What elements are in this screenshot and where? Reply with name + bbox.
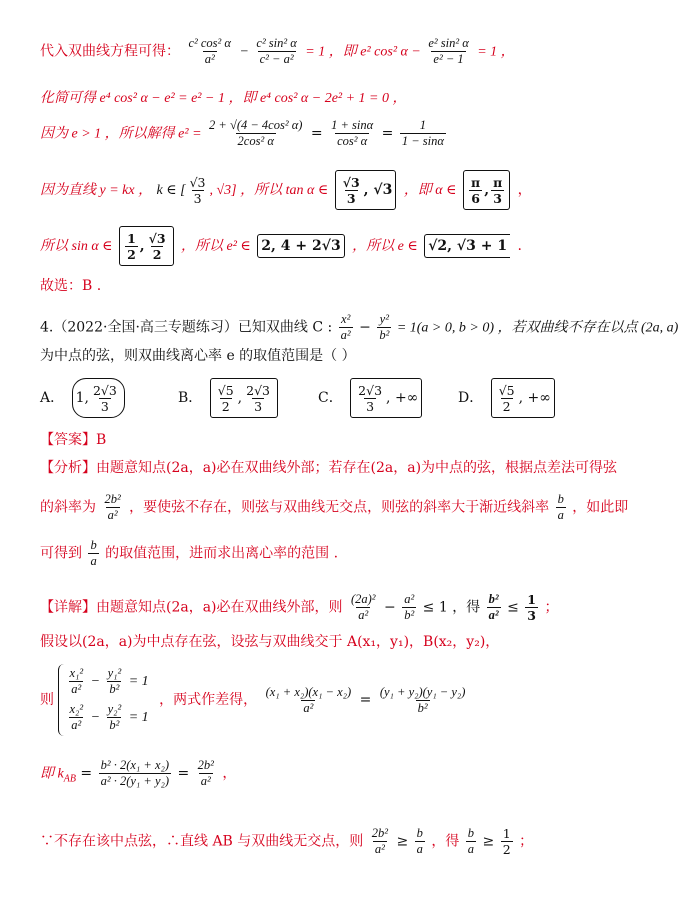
fraction: $\frac{2√3}{3}$	[246, 382, 270, 414]
text: 代入双曲线方程可得：	[40, 43, 180, 60]
fraction: $\frac{√3}{2}$	[148, 230, 166, 262]
text: 的取值范围，进而求出离心率的范围 .	[100, 545, 339, 562]
question-number: 4.	[40, 319, 54, 336]
answer-tag: 【答案】	[40, 432, 96, 448]
fraction: $\frac{\text{(x₁ + x₂)(x₁ − x₂)}}{\text{a²}}$	[265, 684, 352, 715]
text: ，如此即	[567, 499, 629, 516]
fraction: $\frac{\text{(2a)²}}{\text{a²}}$	[350, 592, 376, 622]
fraction: $\frac{\text{x₁²}}{\text{a²}}$	[69, 666, 84, 697]
fraction: $\frac{\pi}{6}$	[471, 174, 481, 206]
fraction: $\frac{\text{2 + √(4 − 4cos² α)}}{\text{2cos² α}}$	[209, 118, 303, 148]
text: 为中点的弦，则双曲线离心率 e 的取值范围是（ ）	[40, 348, 356, 364]
answer-line	[40, 430, 624, 450]
fraction: $\frac{\text{b²}}{\text{a²}}$	[488, 592, 499, 622]
text: 即 k	[40, 766, 64, 782]
fraction: $\frac{b}{a}$	[90, 538, 97, 568]
operator: =	[355, 692, 376, 708]
interval: $\frac{√5}{2}$ , $\frac{2√3}{3}$	[210, 378, 278, 418]
fraction: $\frac{2√3}{3}$	[358, 382, 383, 414]
analysis-line-1	[40, 458, 624, 478]
text: k ∈ [	[156, 183, 186, 198]
detail-system	[40, 664, 624, 736]
text: 由题意知点(2a，a)必在双曲线外部，则	[96, 599, 347, 616]
text: = 1 ，	[477, 44, 515, 60]
text: ≤ 1 ，得	[418, 599, 485, 616]
text: .	[517, 238, 522, 254]
text: 化简可得 e⁴ cos² α − e² = e² − 1 ，即 e⁴ cos² α − 2e² + 1 = 0 ，	[40, 91, 407, 106]
text: ，所以 e² ∈	[181, 239, 255, 254]
analysis-tag: 【分析】	[40, 460, 96, 476]
fraction: $\frac{1}{3}$	[527, 592, 536, 623]
question-4-stem-line2	[40, 346, 624, 366]
question-4-stem	[40, 312, 678, 343]
detail-last-line	[40, 826, 624, 857]
fraction: $\frac{1}{2}$	[502, 826, 511, 857]
detail-tag: 【详解】	[40, 599, 96, 616]
text: （2022·全国·高三专题练习）已知双曲线 C :	[53, 319, 337, 336]
option-b[interactable]	[178, 378, 281, 418]
operator: ≥	[392, 833, 413, 850]
text: ，	[517, 182, 532, 198]
text: = 1(a > 0, b > 0) ，若双曲线不存在以点 (2a, a)	[393, 320, 678, 336]
fraction: $\frac{\text{x₂²}}{\text{a²}}$	[69, 702, 84, 733]
derivation-line-4	[40, 170, 624, 210]
fraction: $\frac{√3}{3}$	[342, 174, 360, 206]
option-label: A．	[40, 390, 65, 406]
fraction: $\frac{1}{2}$	[127, 230, 136, 262]
operator: ≤	[502, 599, 524, 616]
interval: $\frac{\pi}{6}$ , $\frac{\pi}{3}$	[463, 170, 510, 210]
fraction: $\frac{\text{e² sin² α}}{\text{e² − 1}}$	[428, 36, 469, 66]
fraction: $\frac{1}{1 - \sin\alpha}$	[401, 118, 444, 148]
text: , √3] ，所以 tan α ∈	[209, 183, 332, 198]
text: ；	[540, 599, 559, 616]
interval: $\frac{2√3}{3}$ , +∞	[350, 378, 422, 418]
system-row: $\frac{\text{x₂²}}{\text{a²}}$ − $\frac{\text{y₂²}}{\text{b²}}$ = 1	[69, 702, 149, 733]
derivation-line-6	[40, 276, 624, 296]
detail-slope-line	[40, 758, 624, 789]
option-c[interactable]	[318, 378, 425, 418]
text: ；	[514, 833, 534, 850]
text: 因为 e > 1 ，所以解得 e² =	[40, 126, 206, 142]
analysis-line-3	[40, 538, 624, 569]
answer-value: B	[96, 432, 107, 448]
fraction: $\frac{\text{2b²}}{\text{a²}}$	[104, 492, 121, 522]
text: ，两式作差得，	[159, 692, 262, 708]
fraction: $\frac{\text{2b²}}{\text{a²}}$	[371, 826, 388, 856]
option-label: B．	[178, 390, 203, 406]
interval: $\frac{1}{2}$ , $\frac{√3}{2}$	[119, 226, 174, 266]
option-a[interactable]	[40, 378, 128, 418]
text: ，	[217, 765, 237, 782]
fraction: $\frac{√3}{3}$	[189, 174, 206, 206]
fraction: $\frac{b}{a}$	[557, 492, 564, 522]
fraction: $\frac{\text{2b²}}{\text{a²}}$	[197, 758, 214, 788]
operator: =	[381, 125, 398, 142]
fraction: $\frac{√5}{2}$	[217, 382, 234, 414]
text: ，所以 e ∈	[352, 239, 422, 254]
analysis-line-2	[40, 492, 629, 523]
text: = 1 ，即 e² cos² α −	[305, 44, 425, 60]
operator: ≥	[478, 833, 499, 850]
text: 故选：B .	[40, 278, 102, 294]
interval: $\frac{√3}{3}$ , √3	[335, 170, 397, 210]
text: 的斜率为	[40, 499, 101, 516]
text: ∵不存在该中点弦，∴直线 AB 与双曲线无交点，则	[40, 833, 368, 850]
system-row: $\frac{\text{x₁²}}{\text{a²}}$ − $\frac{\text{y₁²}}{\text{b²}}$ = 1	[69, 666, 149, 697]
fraction: $\frac{\text{c² cos² α}}{\text{a²}}$	[188, 36, 231, 66]
interval: 2, 4 + 2√3	[257, 234, 344, 258]
operator: =	[173, 765, 194, 782]
fraction: $\frac{\text{a²}}{\text{b²}}$	[404, 592, 415, 622]
text: ，得	[426, 833, 464, 850]
fraction: $\frac{\text{y₁²}}{\text{b²}}$	[107, 666, 122, 697]
interval: 1, $\frac{2√3}{3}$	[72, 378, 125, 418]
derivation-line-3	[40, 118, 624, 149]
subscript: AB	[63, 773, 76, 785]
fraction: $\frac{\pi}{3}$	[493, 174, 503, 206]
interval: $\frac{√5}{2}$ , +∞	[491, 378, 555, 418]
operator: =	[310, 125, 328, 142]
text: 由题意知点(2a，a)必在双曲线外部；若存在(2a，a)为中点的弦，根据点差法可得弦	[96, 460, 618, 476]
fraction: $\frac{\text{y²}}{\text{b²}}$	[379, 312, 390, 342]
operator: =	[75, 765, 97, 782]
interval: √2, √3 + 1	[424, 234, 510, 258]
fraction: $\frac{\text{c² sin² α}}{\text{c² − a²}}$	[256, 36, 297, 66]
operator: −	[239, 44, 253, 60]
fraction: $\frac{b}{a}$	[467, 826, 475, 856]
derivation-line-5	[40, 226, 624, 266]
text: 所以 sin α ∈	[40, 239, 117, 254]
fraction: $\frac{2√3}{3}$	[92, 382, 117, 414]
detail-line-1	[40, 592, 624, 623]
text: ，即 α ∈	[403, 183, 461, 198]
fraction: $\frac{\text{b² · 2(x₁ + x₂)}}{\text{a² · 2(y₁ + y₂)}}$	[100, 758, 169, 788]
derivation-line-2	[40, 88, 624, 109]
fraction: $\frac{\text{y₂²}}{\text{b²}}$	[107, 702, 122, 733]
option-label: D．	[458, 390, 484, 406]
operator: −	[354, 319, 376, 336]
equation-system	[58, 664, 148, 736]
fraction: $\frac{√5}{2}$	[498, 382, 515, 414]
operator: −	[379, 599, 401, 616]
derivation-line-1	[40, 36, 624, 67]
fraction: $\frac{1 + \sin\alpha}{\text{cos² α}}$	[331, 118, 374, 148]
fraction: $\frac{b}{a}$	[416, 826, 423, 856]
text: 假设以(2a，a)为中点存在弦，设弦与双曲线交于 A(x₁，y₁)，B(x₂，y₂)，	[40, 634, 500, 650]
fraction: $\frac{\text{(y₁ + y₂)(y₁ − y₂)}}{\text{b²}}$	[379, 684, 466, 715]
text: 则	[40, 692, 54, 708]
fraction: $\frac{\text{x²}}{\text{a²}}$	[340, 312, 351, 342]
option-label: C．	[318, 390, 343, 406]
option-d[interactable]	[458, 378, 558, 418]
detail-line-2	[40, 632, 624, 652]
text: 可得到	[40, 545, 87, 562]
text: 因为直线 y = kx ，	[40, 183, 153, 198]
text: ，要使弦不存在，则弦与双曲线无交点，则弦的斜率大于渐近线斜率	[124, 499, 554, 516]
